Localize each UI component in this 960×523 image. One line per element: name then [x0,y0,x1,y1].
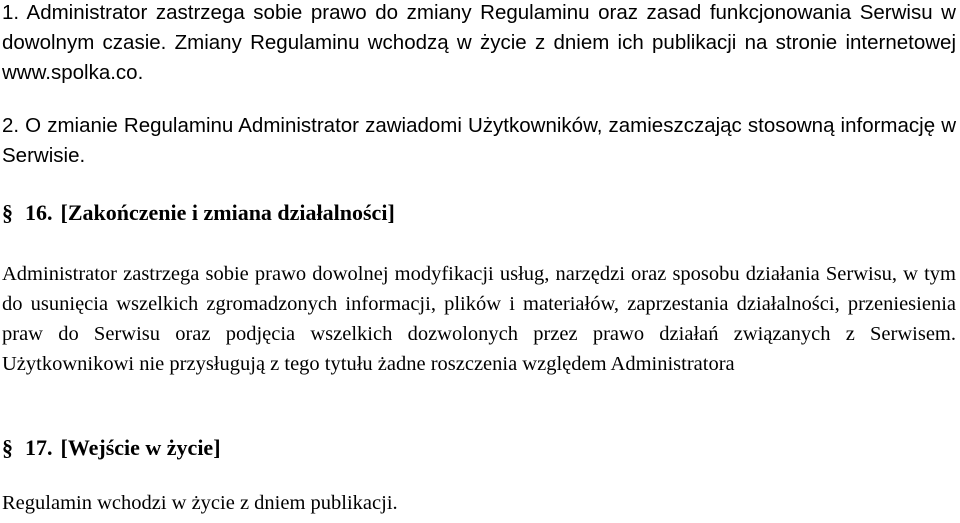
section-mark: § [2,435,13,460]
section-17-number: 17. [25,435,53,460]
section-17-body: Regulamin wchodzi w życie z dniem publikacji. [2,492,398,514]
paragraph-admin-rights: 1. Administrator zastrzega sobie prawo do zmiany Regulaminu oraz zasad funkcjonowania Serwisu w dowolnym czasie. Zmiany Regulaminu wchodzą w życie z dniem ich publikacji na stronie internetowej www.spolka.co. [2,1,956,84]
section-mark: § [2,200,13,225]
section-17-heading [2,433,956,463]
section-16-number: 16. [25,200,53,225]
section-16-heading [2,198,956,228]
section-16-body: Administrator zastrzega sobie prawo dowolnej modyfikacji usług, narzędzi oraz sposobu działania Serwisu, w tym do usunięcia wszelkich zgromadzonych informacji, plików i materiałów, zaprzestania działalności, przeniesienia praw do Serwisu oraz podjęcia wszelkich dozwolonych przez prawo działań związanych z Serwisem. Użytkownikowi nie przysługują z tego tytułu żadne roszczenia względem Administratora [2,263,956,375]
section-16-title: [Zakończenie i zmiana działalności] [60,200,395,225]
paragraph-notification: 2. O zmianie Regulaminu Administrator zawiadomi Użytkowników, zamieszczając stosowną informację w Serwisie. [2,114,956,167]
section-17-title: [Wejście w życie] [60,435,221,460]
